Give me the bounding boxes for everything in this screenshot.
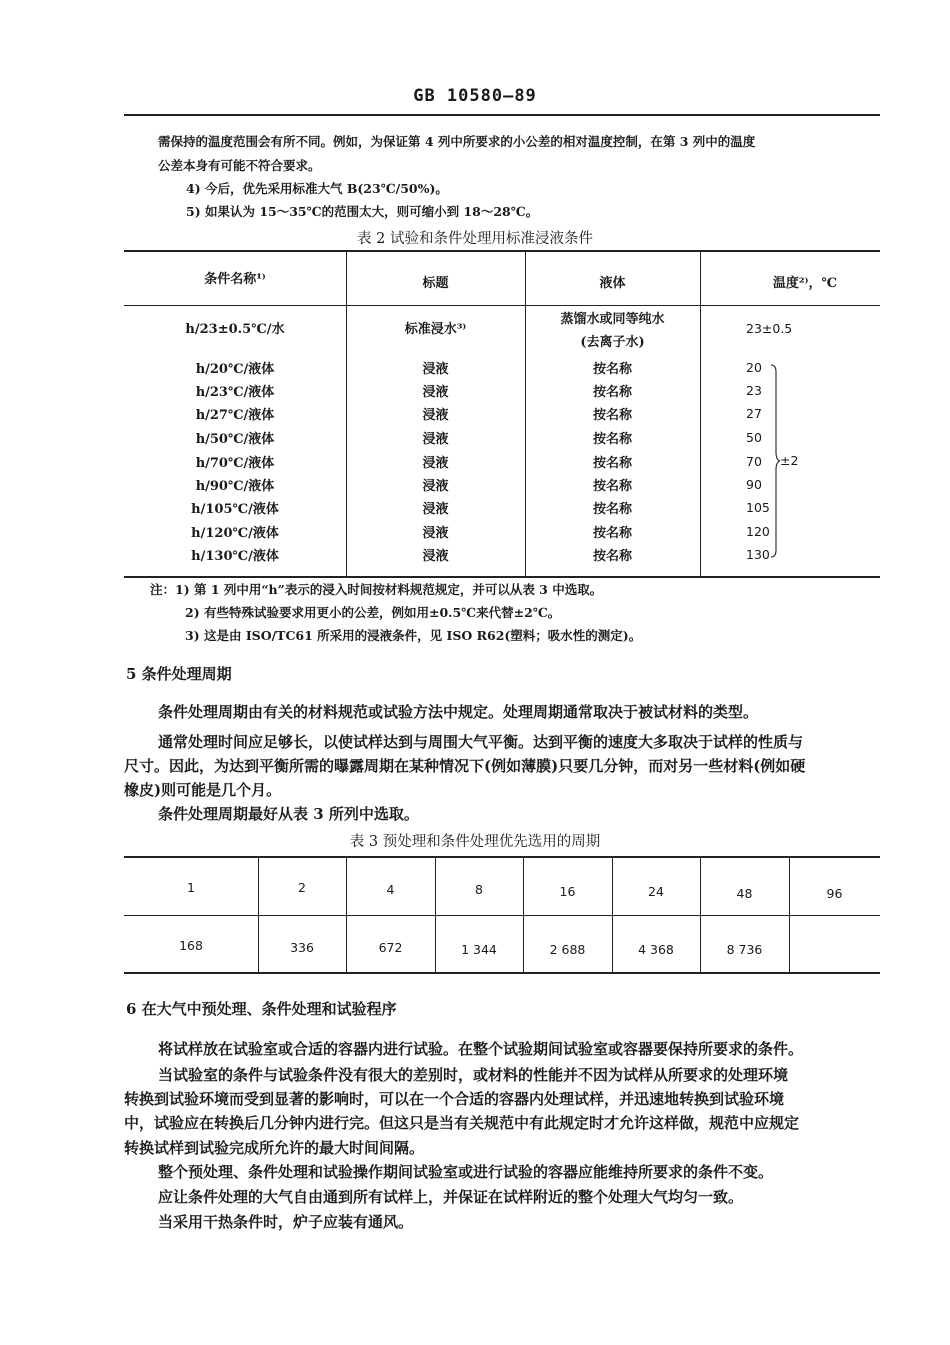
table2-header-temp: 温度²⁾，℃ xyxy=(772,276,838,291)
table2-row-title: 浸液 xyxy=(422,526,449,541)
note-5: 5) 如果认为 15～35℃的范围太大，则可缩小到 18～28℃。 xyxy=(186,204,539,219)
table2-row-temp: 90 xyxy=(746,477,762,492)
note-4: 4) 今后，优先采用标准大气 B(23℃/50%)。 xyxy=(186,181,448,196)
table3-caption: 表 3 预处理和条件处理优先选用的周期 xyxy=(349,834,601,850)
document-header-id: GB 10580—89 xyxy=(413,86,537,106)
table2-row-liquid: 蒸馏水或同等纯水 xyxy=(560,312,665,327)
table2-row-temp: 23±0.5 xyxy=(746,321,793,336)
table2-row-name: h/130℃/液体 xyxy=(191,549,279,564)
table2-row-title: 浸液 xyxy=(422,502,449,517)
section-5-paragraph-line: 条件处理周期最好从表 3 所列中选取。 xyxy=(158,805,419,823)
table2-row-title: 浸液 xyxy=(422,408,449,423)
table3-cell: 1 344 xyxy=(461,942,497,957)
table2-row-temp: 50 xyxy=(746,430,762,445)
table2-note: 3) 这是由 ISO/TC61 所采用的浸液条件，见 ISO R62(塑料；吸水性的测定)。 xyxy=(185,628,642,643)
table2-row-liquid: 按名称 xyxy=(592,408,632,423)
table2 xyxy=(124,250,880,578)
table2-header-liquid: 液体 xyxy=(599,276,626,291)
section-6-paragraph-line: 应让条件处理的大气自由通到所有试样上，并保证在试样附近的整个处理大气均匀一致。 xyxy=(158,1188,744,1206)
section-5-paragraph-line: 通常处理时间应足够长，以使试样达到与周围大气平衡。达到平衡的速度大多取决于试样的性质与 xyxy=(158,733,804,751)
table2-row-liquid: 按名称 xyxy=(592,362,632,377)
table2-row-liquid: 按名称 xyxy=(592,432,632,447)
table2-row-title: 浸液 xyxy=(422,362,449,377)
section-6-paragraph-line: 将试样放在试验室或合适的容器内进行试验。在整个试验期间试验室或容器要保持所要求的条件。 xyxy=(158,1040,804,1058)
table2-row-title: 浸液 xyxy=(422,549,449,564)
note-continuation-line: 公差本身有可能不符合要求。 xyxy=(158,158,321,173)
table2-row-temp: 27 xyxy=(746,406,762,421)
table2-row-name: h/23℃/液体 xyxy=(195,385,275,400)
section-6-heading: 6 在大气中预处理、条件处理和试验程序 xyxy=(126,1000,397,1018)
section-6-paragraph-line: 转换试样到试验完成所允许的最大时间间隔。 xyxy=(124,1139,425,1157)
table2-row-temp: 70 xyxy=(746,454,762,469)
table3-cell: 48 xyxy=(736,886,753,901)
table2-row-title: 标准浸水³⁾ xyxy=(404,322,467,337)
table3-cell: 2 688 xyxy=(549,942,586,957)
table2-row-liquid: 按名称 xyxy=(592,526,632,541)
table3-cell: 24 xyxy=(648,884,664,899)
table2-row-title: 浸液 xyxy=(422,479,449,494)
table2-header-title: 标题 xyxy=(422,276,449,291)
table2-row-temp: 105 xyxy=(746,500,770,515)
table3-cell: 1 xyxy=(187,880,195,895)
tolerance-value: ±2 xyxy=(780,453,799,468)
table2-row-title: 浸液 xyxy=(422,432,449,447)
table2-note: 注：1) 第 1 列中用“h”表示的浸入时间按材料规范规定，并可以从表 3 中选取。 xyxy=(150,582,603,597)
section-5-paragraph-line: 橡皮)则可能是几个月。 xyxy=(124,781,282,799)
table3-cell: 8 736 xyxy=(726,942,763,957)
table2-row-name: h/27℃/液体 xyxy=(195,408,275,423)
table2-row-liquid: 按名称 xyxy=(592,385,632,400)
table3 xyxy=(124,856,880,974)
table2-row-liquid: 按名称 xyxy=(592,479,632,494)
table2-row-name: h/20℃/液体 xyxy=(195,362,275,377)
note-continuation-line: 需保持的温度范围会有所不同。例如，为保证第 4 列中所要求的小公差的相对温度控制，在第 3 列中的温度 xyxy=(158,134,756,149)
table2-row-temp: 130 xyxy=(746,547,770,562)
table2-row-name: h/23±0.5℃/水 xyxy=(185,322,285,337)
table2-row-temp: 20 xyxy=(746,360,762,375)
table2-row-liquid: (去离子水) xyxy=(580,335,645,350)
section-5-heading: 5 条件处理周期 xyxy=(126,665,232,683)
section-5-paragraph-line: 条件处理周期由有关的材料规范或试验方法中规定。处理周期通常取决于被试材料的类型。 xyxy=(158,703,759,721)
table2-row-liquid: 按名称 xyxy=(592,502,632,517)
table2-row-name: h/105℃/液体 xyxy=(191,502,279,517)
table2-row-name: h/70℃/液体 xyxy=(195,456,275,471)
table3-cell: 672 xyxy=(378,940,403,955)
table3-cell: 8 xyxy=(475,882,483,897)
section-6-paragraph-line: 当采用干热条件时，炉子应装有通风。 xyxy=(158,1213,414,1231)
header-rule xyxy=(124,114,880,116)
table2-row-liquid: 按名称 xyxy=(592,456,632,471)
table2-row-name: h/90℃/液体 xyxy=(195,479,275,494)
table3-cell: 16 xyxy=(559,884,576,899)
table3-cell: 96 xyxy=(826,886,843,901)
table3-cell: 336 xyxy=(290,940,314,955)
section-5-paragraph-line: 尺寸。因此，为达到平衡所需的曝露周期在某种情况下(例如薄膜)只要几分钟，而对另一些材料(例如硬 xyxy=(124,757,806,775)
table2-row-temp: 120 xyxy=(746,524,770,539)
table3-cell: 4 368 xyxy=(638,942,674,957)
table2-caption: 表 2 试验和条件处理用标准浸液条件 xyxy=(357,231,593,247)
table3-cell: 168 xyxy=(179,938,203,953)
table2-row-temp: 23 xyxy=(746,383,762,398)
table2-note: 2) 有些特殊试验要求用更小的公差，例如用±0.5℃来代替±2℃。 xyxy=(185,605,561,620)
tolerance-brace xyxy=(770,364,780,558)
table2-row-name: h/120℃/液体 xyxy=(191,526,279,541)
section-6-paragraph-line: 当试验室的条件与试验条件没有很大的差别时，或材料的性能并不因为试样从所要求的处理环境 xyxy=(158,1066,789,1084)
table2-row-title: 浸液 xyxy=(422,456,449,471)
table2-header-name: 条件名称¹⁾ xyxy=(204,272,266,287)
section-6-paragraph-line: 转换到试验环境而受到显著的影响时，可以在一个合适的容器内处理试样，并迅速地转换到试验环境 xyxy=(124,1090,785,1108)
section-6-paragraph-line: 整个预处理、条件处理和试验操作期间试验室或进行试验的容器应能维持所要求的条件不变。 xyxy=(158,1163,774,1181)
table2-row-name: h/50℃/液体 xyxy=(195,432,275,447)
table2-row-liquid: 按名称 xyxy=(592,549,632,564)
table3-cell: 4 xyxy=(386,882,395,897)
table2-row-title: 浸液 xyxy=(422,385,449,400)
table3-cell: 2 xyxy=(298,880,306,895)
section-6-paragraph-line: 中，试验应在转换后几分钟内进行完。但这只是当有关规范中有此规定时才允许这样做，规范中应规定 xyxy=(124,1114,800,1132)
